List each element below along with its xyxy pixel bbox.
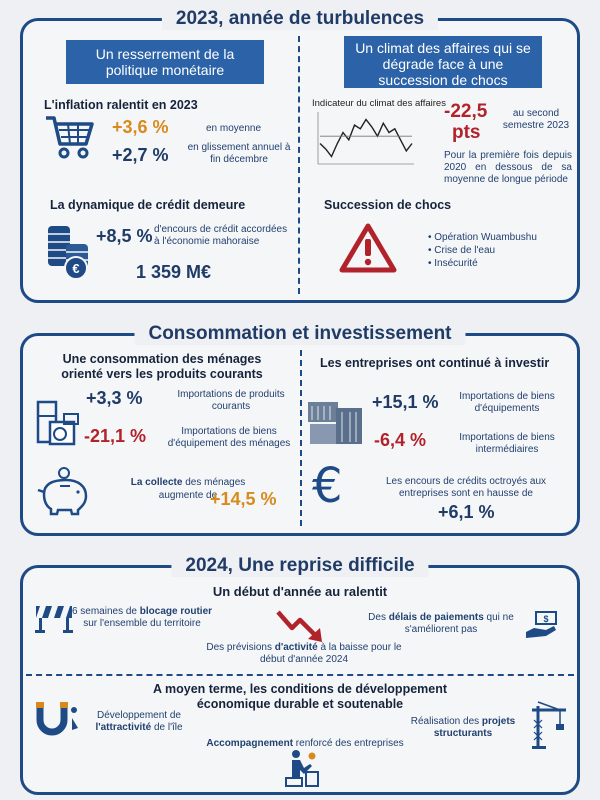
credit-heading: La dynamique de crédit demeure <box>50 198 246 212</box>
credits-entreprises-desc: Les encours de crédits octroyés aux entreprises sont en hausse de <box>385 476 547 499</box>
blocage-c: sur l'ensemble du territoire <box>83 618 201 629</box>
divider-s1 <box>298 36 300 294</box>
previsions-c: à la baisse pour le début d'année 2024 <box>259 642 402 665</box>
delais-a: Des <box>368 612 389 623</box>
svg-text:€: € <box>72 261 80 276</box>
inflation-glissement-value: +2,7 % <box>112 145 169 165</box>
attractivite-c: de l'île <box>151 722 183 733</box>
credit-value: +8,5 % <box>96 226 153 246</box>
attractivite-desc <box>84 710 194 734</box>
collecte-pre: La collecte <box>130 477 183 488</box>
climate-desc: Pour la première fois depuis 2020 en dessous de sa moyenne de longue période <box>444 150 572 185</box>
banner-climat-affaires: Un climat des affaires qui se dégrade face à une succession de chocs <box>344 36 542 88</box>
accompagnement-c: renforcé des entreprises <box>293 738 404 749</box>
debut-annee-heading: Un début d'année au ralentit <box>212 584 388 599</box>
produits-courants-value: +3,3 % <box>86 388 143 408</box>
divider-s2 <box>300 350 302 526</box>
biens-intermediaires-desc: Importations de biens intermédiaires <box>459 432 555 455</box>
credit-amount: 1 359 M€ <box>136 262 212 282</box>
warning-icon <box>338 222 398 274</box>
credits-entreprises-value: +6,1 % <box>438 502 495 522</box>
blocage-desc <box>68 606 216 630</box>
biens-equipements-value: +15,1 % <box>372 392 439 412</box>
divider-s3 <box>26 674 574 676</box>
blocage-b: blocage routier <box>139 606 213 617</box>
projets-desc <box>404 716 522 740</box>
piggy-bank-icon <box>34 466 92 516</box>
climate-chart-title: Indicateur du climat des affaires <box>312 98 446 109</box>
climate-chart <box>312 110 416 174</box>
collecte-value: +14,5 % <box>210 489 277 509</box>
inflation-moyenne-desc: en moyenne <box>206 123 262 134</box>
shopping-cart-icon <box>44 112 96 160</box>
svg-text:$: $ <box>543 614 549 624</box>
climate-period: au second semestre 2023 <box>502 108 570 131</box>
moyen-terme-heading: A moyen terme, les conditions de développement économique durable et soutenable <box>152 682 448 711</box>
magnet-icon <box>34 700 80 740</box>
collecte-post: des ménages augmente de <box>158 477 246 501</box>
previsions-b: d'activité <box>274 642 318 653</box>
shocks-list <box>428 231 537 270</box>
attractivite-a: Développement de <box>97 710 181 721</box>
climate-unit: pts <box>452 122 481 143</box>
blocage-a: 6 semaines de <box>71 606 140 617</box>
appliances-icon <box>36 400 80 446</box>
biens-equipement-menages-desc: Importations de biens d'équipement des ménages <box>167 426 291 449</box>
delais-desc <box>368 612 514 636</box>
helping-hand-icon <box>282 748 322 788</box>
delais-b: délais de paiements <box>388 612 484 623</box>
delais-c: qui ne s'améliorent pas <box>404 612 514 635</box>
warehouse-icon <box>306 398 364 446</box>
previsions-a: Des prévisions <box>206 642 275 653</box>
banner-politique-monetaire: Un resserrement de la politique monétaire <box>66 40 264 84</box>
biens-intermediaires-value: -6,4 % <box>374 430 427 450</box>
chart-series-line-0 <box>320 120 412 157</box>
produits-courants-desc: Importations de produits courants <box>177 389 285 412</box>
biens-equipements-desc: Importations de biens d'équipements <box>459 391 555 414</box>
consommation-heading: Une consommation des ménages orienté vers les produits courants <box>61 352 263 381</box>
inflation-heading: L'inflation ralentit en 2023 <box>44 98 198 112</box>
shocks-heading: Succession de chocs <box>324 198 452 212</box>
shock-item: • Crise de l'eau <box>428 244 537 257</box>
projets-a: Réalisation des <box>410 716 482 727</box>
payment-hand-icon <box>524 610 560 640</box>
biens-equipement-menages-value: -21,1 % <box>84 426 147 446</box>
section-title-turbulences: 2023, année de turbulences <box>162 8 438 30</box>
accompagnement-b: Accompagnement <box>206 738 294 749</box>
previsions-desc <box>196 642 412 666</box>
crane-icon <box>530 700 568 750</box>
attractivite-b: l'attractivité <box>95 722 152 733</box>
downtrend-arrow-icon <box>276 608 330 644</box>
euro-icon: € <box>312 458 343 514</box>
section-title-consommation: Consommation et investissement <box>134 323 465 345</box>
shock-item: • Opération Wuambushu <box>428 231 537 244</box>
coins-euro-icon <box>42 222 102 280</box>
climate-value: -22,5 <box>444 101 488 122</box>
credit-desc: d'encours de crédit accordées à l'économie mahoraise <box>154 224 288 247</box>
entreprises-heading: Les entreprises ont continué à investir <box>320 356 550 370</box>
section-title-reprise: 2024, Une reprise difficile <box>171 555 428 577</box>
shock-item: • Insécurité <box>428 257 537 270</box>
inflation-moyenne-value: +3,6 % <box>112 117 169 137</box>
inflation-glissement-desc: en glissement annuel à fin décembre <box>187 142 291 165</box>
projets-b: projets structurants <box>433 716 516 739</box>
